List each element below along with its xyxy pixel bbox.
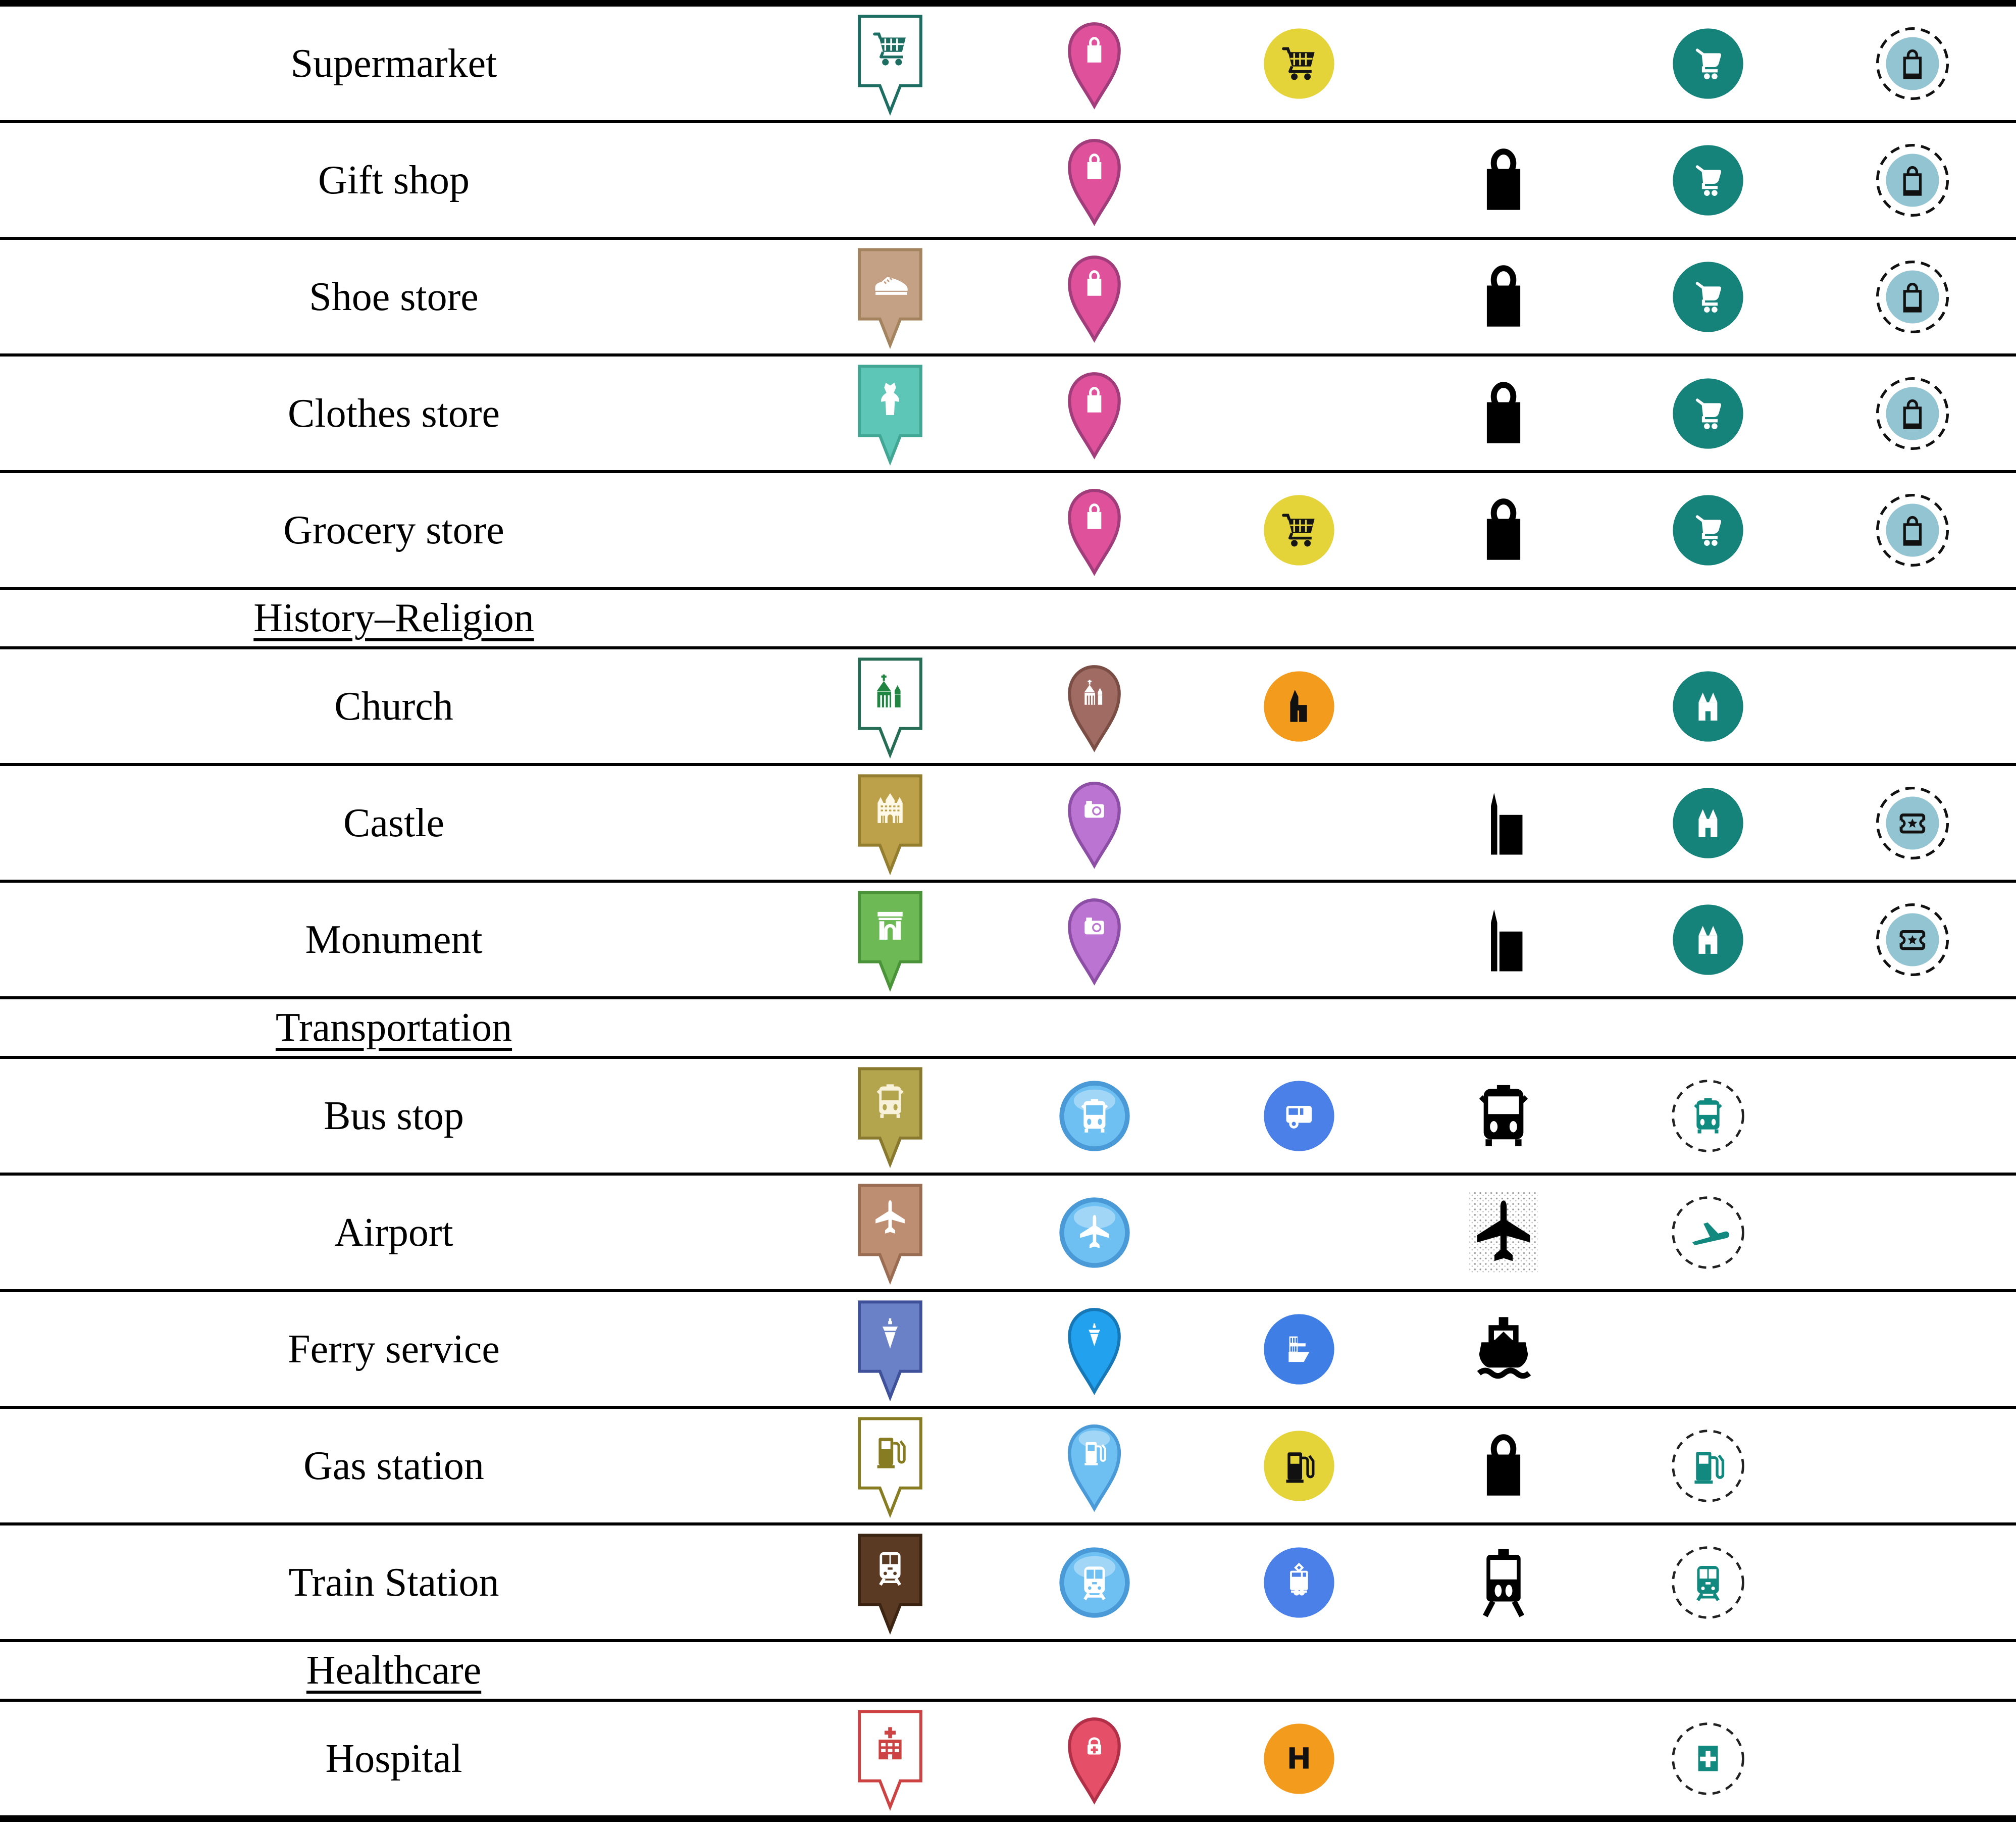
airplane-takeoff-icon	[1670, 1195, 1746, 1270]
icon-cell	[992, 1702, 1197, 1815]
icon-cell	[788, 123, 992, 237]
icon-cell	[1606, 766, 1810, 880]
icon-cell	[1401, 240, 1606, 353]
icon-cell	[992, 766, 1197, 880]
stroller-cart-icon	[1670, 259, 1746, 335]
icon-cell	[1606, 473, 1810, 587]
section-header: Transportation	[275, 1005, 512, 1050]
ticket-star-icon	[1875, 902, 1950, 978]
shopping-cart-icon	[852, 12, 928, 116]
icon-cell	[1810, 883, 2014, 996]
icon-cell	[788, 1059, 992, 1173]
stroller-cart-icon	[1670, 375, 1746, 452]
stroller-cart-icon	[1670, 492, 1746, 569]
row-label: Castle	[343, 800, 444, 845]
icon-cell	[788, 883, 992, 996]
letter-h-icon	[1261, 1720, 1337, 1797]
icon-cell	[992, 1176, 1197, 1289]
shopping-bag-icon	[1060, 250, 1128, 344]
icon-cell	[1197, 766, 1401, 880]
icon-cell	[1606, 123, 1810, 237]
medical-cross-square-icon	[1670, 1721, 1746, 1797]
shoe-icon	[852, 245, 928, 349]
icon-cell	[1197, 357, 1401, 470]
icon-cell	[992, 1409, 1197, 1522]
icon-cell	[992, 649, 1197, 763]
icon-cell	[1810, 1059, 2014, 1173]
icon-cell	[788, 1176, 992, 1289]
icon-cell	[1606, 1525, 1810, 1639]
icon-cell	[1197, 1176, 1401, 1289]
icon-cell	[1401, 1176, 1606, 1289]
icon-cell	[1197, 473, 1401, 587]
icon-cell	[1197, 1059, 1401, 1173]
table-row	[0, 1292, 2016, 1409]
row-label: Bus stop	[324, 1093, 464, 1138]
icon-cell	[1197, 1292, 1401, 1406]
row-label: Church	[334, 684, 453, 729]
icon-cell	[788, 1525, 992, 1639]
table-row	[0, 240, 2016, 357]
castle-facade-icon	[852, 771, 928, 875]
icon-cell	[1606, 7, 1810, 120]
icon-cell	[1606, 649, 1810, 763]
icon-cell	[1197, 1702, 1401, 1815]
icon-cell	[788, 7, 992, 120]
tram-pantograph-icon	[1261, 1544, 1337, 1621]
icon-cell	[1606, 240, 1810, 353]
section-header: History–Religion	[253, 596, 534, 640]
icon-cell	[1606, 1292, 1810, 1406]
icon-cell	[788, 1702, 992, 1815]
icon-cell	[788, 1409, 992, 1522]
hospital-building-icon	[852, 1707, 928, 1811]
icon-cell	[1197, 123, 1401, 237]
icon-cell	[992, 883, 1197, 996]
table-row	[0, 883, 2016, 999]
icon-cell	[1606, 1176, 1810, 1289]
shopping-cart-icon	[1261, 25, 1337, 102]
icon-cell	[1401, 1702, 1606, 1815]
row-label: Gas station	[303, 1443, 484, 1488]
shopping-bag-icon	[1060, 17, 1128, 111]
icon-cell	[1401, 649, 1606, 763]
table-row	[0, 1525, 2016, 1642]
bus-front-icon	[852, 1064, 928, 1168]
shopping-bag-outline-icon	[1875, 259, 1950, 335]
icon-cell	[788, 766, 992, 880]
shopping-bag-outline-icon	[1875, 142, 1950, 218]
cathedral-icon	[1670, 785, 1746, 861]
shopping-bag-icon	[1463, 256, 1544, 338]
icon-cell	[1401, 123, 1606, 237]
bus-front-icon	[1056, 1078, 1133, 1154]
icon-cell	[992, 1525, 1197, 1639]
icon-cell	[1810, 1176, 2014, 1289]
shopping-bag-outline-icon	[1875, 492, 1950, 568]
table-row	[0, 1702, 2016, 1815]
row-label: Airport	[334, 1210, 453, 1255]
airplane-icon	[1056, 1194, 1133, 1271]
cathedral-icon	[1670, 901, 1746, 978]
row-label: Clothes store	[288, 391, 500, 436]
icon-cell	[1810, 1409, 2014, 1522]
shopping-bag-icon	[1463, 489, 1544, 571]
icon-cell	[1401, 1292, 1606, 1406]
gas-pump-icon	[1060, 1419, 1128, 1513]
table-row	[0, 1059, 2016, 1176]
table-row	[0, 473, 2016, 590]
icon-cell	[788, 240, 992, 353]
icon-cell	[1197, 1409, 1401, 1522]
icon-cell	[1606, 1059, 1810, 1173]
table-row	[0, 1176, 2016, 1292]
row-label: Train Station	[288, 1560, 499, 1605]
ticket-star-icon	[1875, 785, 1950, 861]
icon-cell	[992, 1059, 1197, 1173]
bus-front-icon	[1463, 1075, 1544, 1157]
ferry-side-icon	[1261, 1311, 1337, 1388]
svg-text:H: H	[1286, 1741, 1311, 1776]
icon-cell	[1810, 123, 2014, 237]
icon-cell	[1606, 1702, 1810, 1815]
shopping-bag-outline-icon	[1875, 376, 1950, 451]
icon-cell	[992, 7, 1197, 120]
section-row	[0, 1642, 2016, 1702]
icon-cell	[992, 473, 1197, 587]
icon-cell	[788, 649, 992, 763]
boat-front-icon	[852, 1297, 928, 1401]
icon-cell	[1197, 1525, 1401, 1639]
row-label: Hospital	[325, 1736, 462, 1781]
stroller-cart-icon	[1670, 25, 1746, 102]
cathedral-icon	[1670, 668, 1746, 745]
camera-icon	[1060, 893, 1128, 987]
row-label: Ferry service	[288, 1327, 500, 1371]
dress-icon	[852, 362, 928, 466]
shopping-bag-icon	[1060, 133, 1128, 227]
icon-cell	[1401, 7, 1606, 120]
gas-pump-icon	[852, 1414, 928, 1518]
icon-cell	[1810, 766, 2014, 880]
table-row	[0, 1409, 2016, 1525]
gas-pump-icon	[1670, 1428, 1746, 1504]
row-label: Gift shop	[318, 158, 470, 202]
camera-icon	[1060, 776, 1128, 870]
icon-cell	[1810, 7, 2014, 120]
icon-cell	[788, 473, 992, 587]
shopping-cart-icon	[1261, 492, 1337, 569]
section-row	[0, 590, 2016, 649]
gas-pump-icon	[1261, 1428, 1337, 1504]
row-label: Grocery store	[283, 507, 504, 552]
icon-cell	[1810, 1525, 2014, 1639]
icon-cell	[1197, 240, 1401, 353]
icon-cell	[1606, 1409, 1810, 1522]
section-row	[0, 999, 2016, 1059]
icon-cell	[992, 1292, 1197, 1406]
shopping-bag-icon	[1463, 139, 1544, 221]
tower-flag-icon	[1463, 782, 1544, 864]
train-front-icon	[1670, 1545, 1746, 1620]
icon-cell	[1810, 649, 2014, 763]
row-label: Shoe store	[309, 274, 479, 319]
icon-cell	[1401, 883, 1606, 996]
icon-cell	[1810, 473, 2014, 587]
bus-front-icon	[1670, 1078, 1746, 1154]
arch-icon	[852, 888, 928, 992]
church-icon	[1060, 659, 1128, 753]
icon-cell	[1810, 240, 2014, 353]
row-label: Monument	[305, 917, 483, 962]
tower-flag-icon	[1463, 899, 1544, 981]
table-row	[0, 7, 2016, 123]
icon-cell	[1401, 1059, 1606, 1173]
church-spire-icon	[1261, 668, 1337, 745]
shopping-bag-outline-icon	[1875, 26, 1950, 101]
shopping-bag-icon	[1463, 373, 1544, 454]
ship-waves-icon	[1463, 1308, 1544, 1390]
airplane-icon	[852, 1181, 928, 1285]
section-header: Healthcare	[306, 1648, 482, 1693]
icon-cell	[1401, 357, 1606, 470]
table-row	[0, 123, 2016, 240]
bus-side-icon	[1261, 1078, 1337, 1154]
icon-cell	[1810, 1292, 2014, 1406]
table-row	[0, 766, 2016, 883]
icon-cell	[788, 1292, 992, 1406]
train-front-icon	[1056, 1544, 1133, 1621]
gas-pump-silhouette-icon	[1463, 1425, 1544, 1507]
stroller-cart-icon	[1670, 142, 1746, 219]
tram-icon	[1463, 1542, 1544, 1623]
icon-cell	[992, 240, 1197, 353]
icon-cell	[788, 357, 992, 470]
icon-cell	[1606, 883, 1810, 996]
table-row	[0, 357, 2016, 473]
table-row	[0, 649, 2016, 766]
icon-cell	[1810, 357, 2014, 470]
icon-cell	[1197, 883, 1401, 996]
train-front-icon	[852, 1531, 928, 1635]
shopping-bag-icon	[1060, 367, 1128, 461]
icon-cell	[1401, 1409, 1606, 1522]
icon-cell	[992, 123, 1197, 237]
shopping-bag-icon	[1060, 483, 1128, 577]
icon-cell	[1810, 1702, 2014, 1815]
icon-cell	[1401, 473, 1606, 587]
icon-cell	[1197, 7, 1401, 120]
boat-front-icon	[1060, 1302, 1128, 1396]
icon-cell	[1401, 1525, 1606, 1639]
icon-cell	[1606, 357, 1810, 470]
airplane-icon	[1463, 1192, 1544, 1274]
icon-cell	[1197, 649, 1401, 763]
icon-cell	[1401, 766, 1606, 880]
medical-bag-icon	[1060, 1712, 1128, 1806]
row-label: Supermarket	[290, 41, 497, 86]
church-icon	[852, 654, 928, 758]
icon-cell	[992, 357, 1197, 470]
